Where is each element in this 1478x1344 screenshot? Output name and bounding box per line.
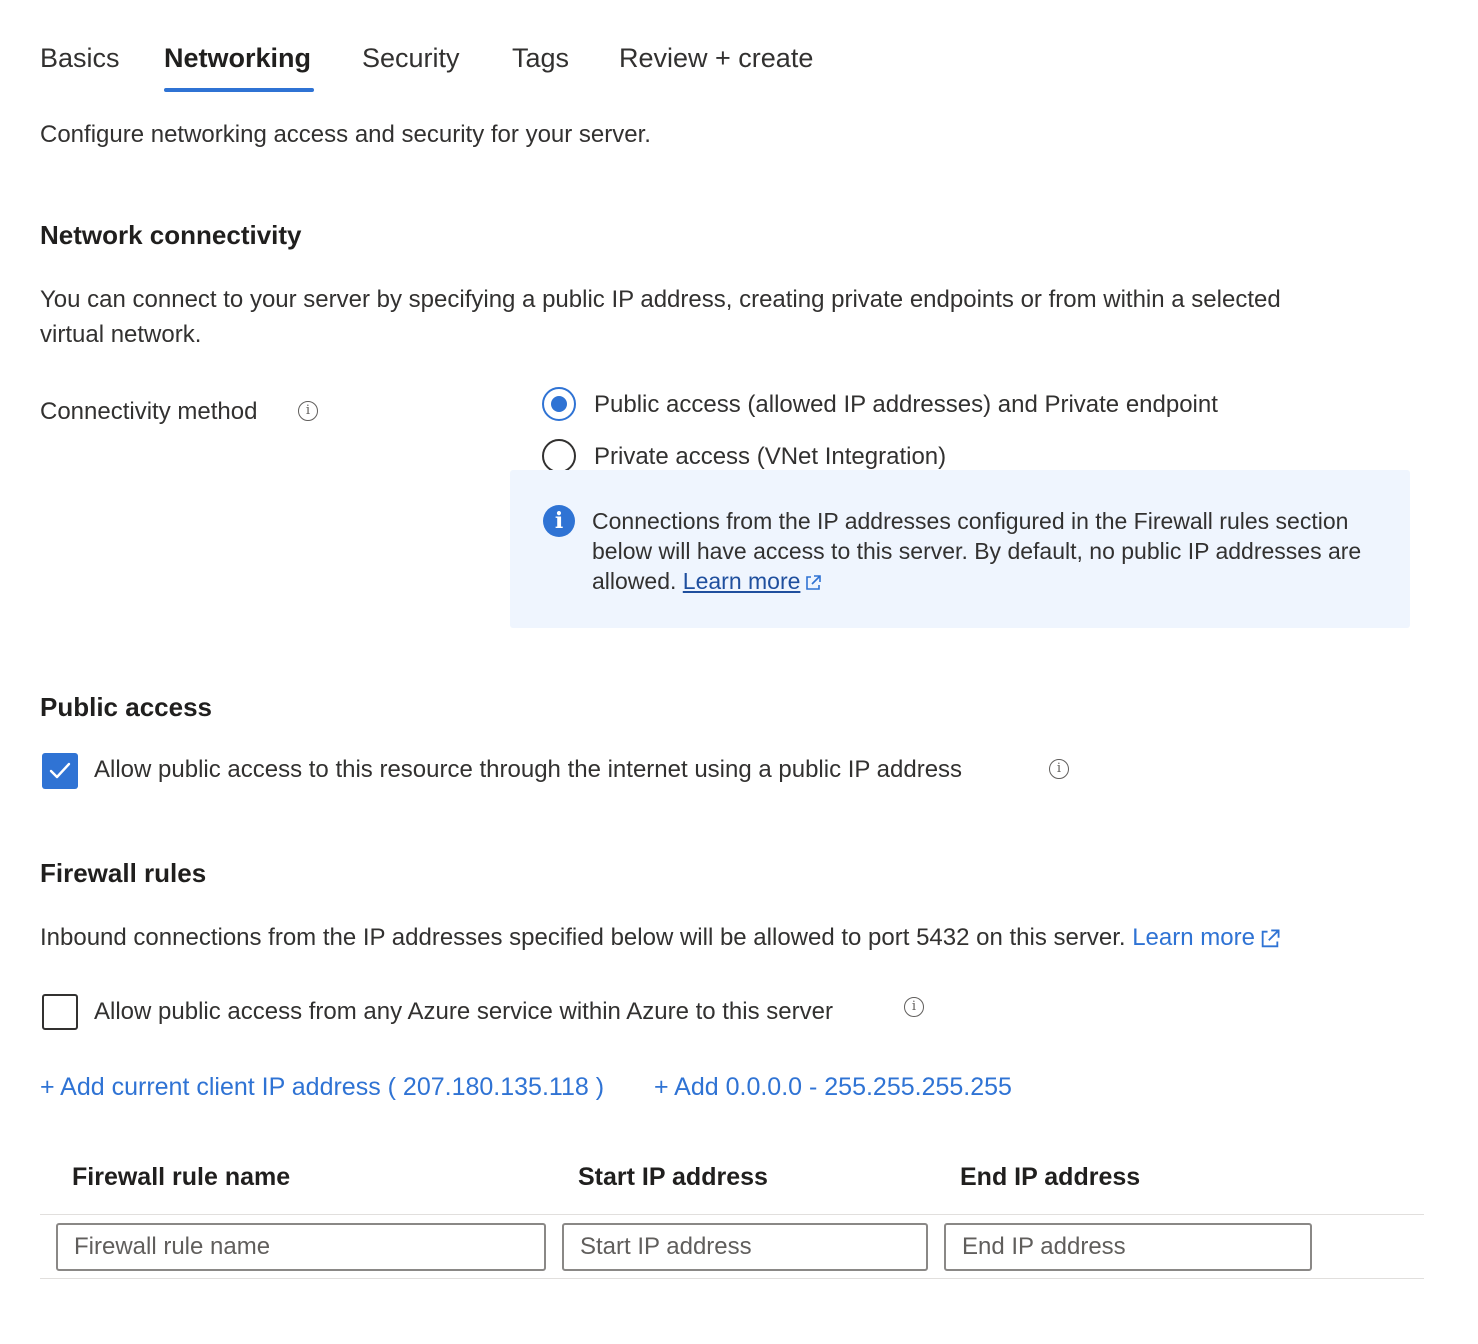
info-line-2: below will have access to this server. By default, no public IP addresses are [592, 538, 1362, 564]
firewall-rule-name-input[interactable] [56, 1223, 546, 1271]
column-header-end-ip: End IP address [960, 1163, 1141, 1191]
active-tab-indicator [164, 88, 314, 92]
checkmark-icon [42, 753, 78, 789]
azure-services-checkbox-label[interactable]: Allow public access from any Azure service within Azure to this server [94, 998, 833, 1025]
tab-security[interactable]: Security [362, 43, 460, 73]
external-link-icon [1259, 928, 1281, 950]
public-access-info-icon[interactable]: i [1049, 759, 1069, 779]
info-line-3 [592, 566, 1392, 596]
info-line-3-prefix: allowed. [592, 568, 677, 594]
add-client-ip-link[interactable]: + Add current client IP address ( 207.180.135.118 ) [40, 1073, 605, 1101]
azure-services-checkbox[interactable] [42, 994, 78, 1030]
connectivity-method-info-icon[interactable]: i [298, 401, 318, 421]
column-header-start-ip: Start IP address [578, 1163, 768, 1191]
public-access-checkbox[interactable] [42, 753, 78, 789]
table-header-divider [40, 1214, 1424, 1215]
radio-public-access-label[interactable]: Public access (allowed IP addresses) and Private endpoint [594, 391, 1218, 418]
connectivity-method-label: Connectivity method [40, 398, 258, 425]
end-ip-input[interactable] [944, 1223, 1312, 1271]
radio-public-access[interactable] [542, 387, 576, 421]
tab-networking[interactable]: Networking [164, 43, 312, 73]
public-access-checkbox-label[interactable]: Allow public access to this resource through the internet using a public IP address [94, 756, 963, 783]
external-link-icon [804, 574, 822, 592]
firewall-description-text: Inbound connections from the IP addresses specified below will be allowed to port 5432 on this server. [40, 924, 1126, 951]
info-message-text [592, 506, 1392, 596]
info-line-1: Connections from the IP addresses configured in the Firewall rules section [592, 508, 1349, 534]
radio-private-access[interactable] [542, 439, 576, 473]
azure-services-info-icon[interactable]: i [904, 997, 924, 1017]
firewall-description [40, 921, 1281, 955]
network-connectivity-description-line1: You can connect to your server by specifying a public IP address, creating private endpoints or from within a selected [40, 286, 1281, 313]
tab-basics[interactable]: Basics [40, 43, 120, 73]
firewall-learn-more-link[interactable]: Learn more [1132, 924, 1255, 951]
table-row-divider [40, 1278, 1424, 1279]
add-all-ips-link[interactable]: + Add 0.0.0.0 - 255.255.255.255 [654, 1073, 1012, 1101]
page-description: Configure networking access and security for your server. [40, 121, 651, 148]
firewall-rules-heading: Firewall rules [40, 858, 207, 888]
radio-private-access-label[interactable]: Private access (VNet Integration) [594, 443, 947, 470]
tab-tags[interactable]: Tags [512, 43, 570, 73]
tab-review-create[interactable]: Review + create [619, 43, 814, 73]
network-connectivity-description-line2: virtual network. [40, 321, 202, 348]
column-header-rule-name: Firewall rule name [72, 1163, 291, 1191]
public-access-heading: Public access [40, 692, 212, 722]
start-ip-input[interactable] [562, 1223, 928, 1271]
network-connectivity-heading: Network connectivity [40, 220, 302, 250]
info-icon: i [543, 505, 575, 537]
info-learn-more-link[interactable]: Learn more [682, 568, 801, 594]
